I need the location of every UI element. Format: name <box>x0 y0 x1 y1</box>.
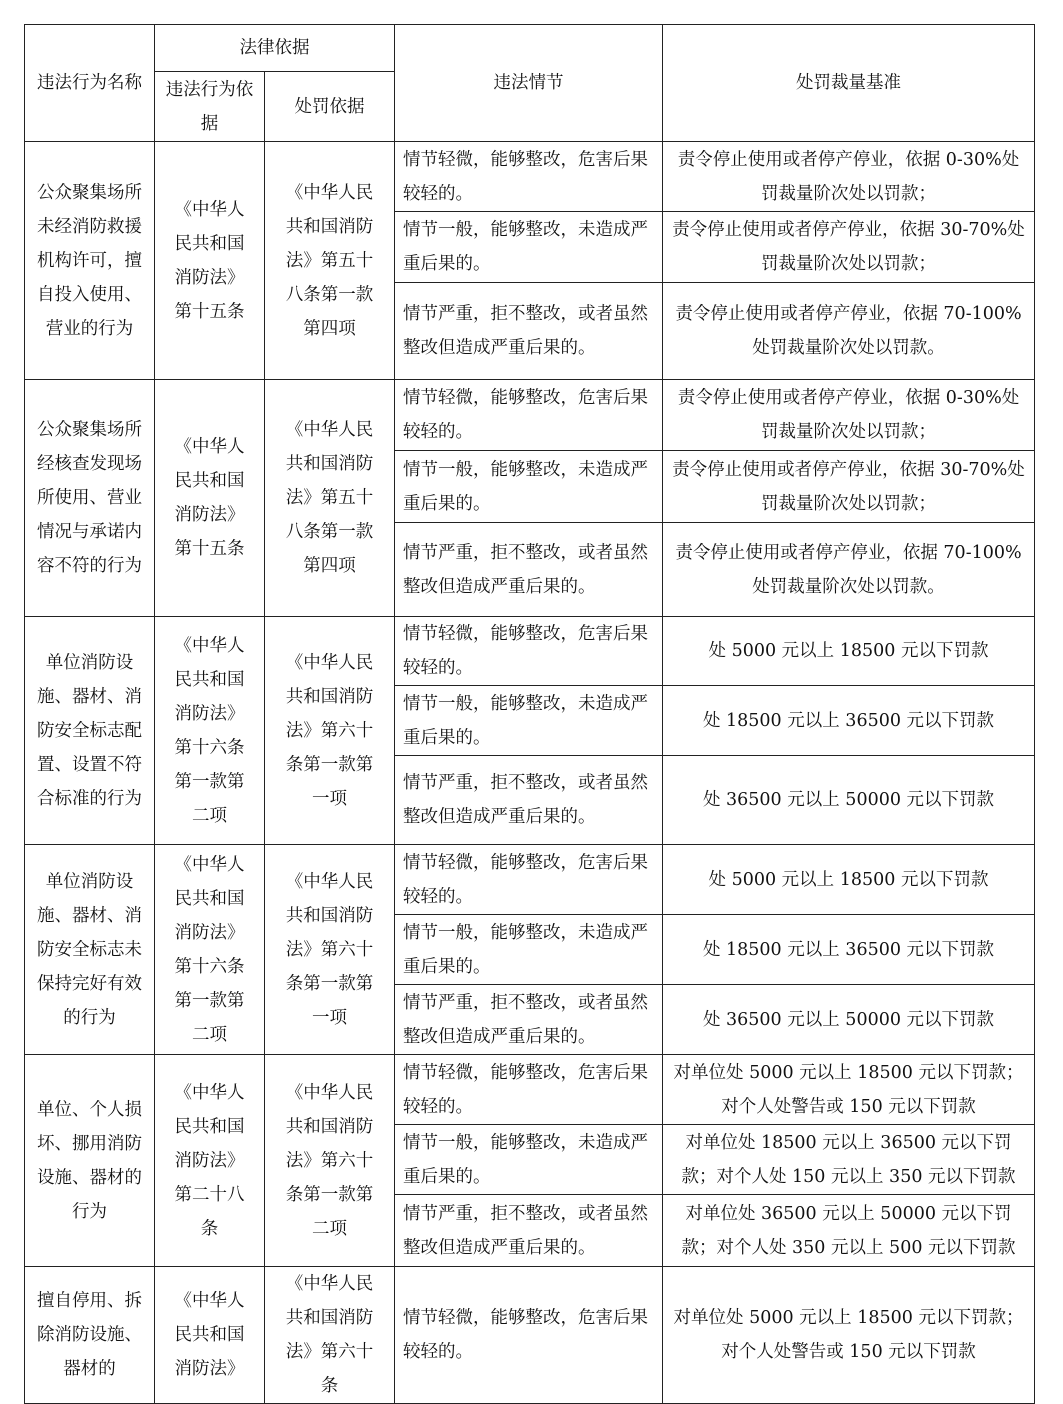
circumstance-cell: 情节一般，能够整改，未造成严重后果的。 <box>395 451 663 523</box>
penalty-basis-cell: 《中华人民共和国消防法》第六十条 <box>265 1267 395 1404</box>
standard-cell: 责令停止使用或者停产停业，依据 30-70%处罚裁量阶次处以罚款； <box>663 212 1035 283</box>
circumstance-cell: 情节轻微，能够整改，危害后果较轻的。 <box>395 845 663 915</box>
standard-cell: 处 5000 元以上 18500 元以下罚款 <box>663 617 1035 686</box>
table-row <box>25 380 1035 451</box>
standard-cell: 责令停止使用或者停产停业，依据 0-30%处罚裁量阶次处以罚款； <box>663 380 1035 451</box>
violation-name-cell: 单位、个人损坏、挪用消防设施、器材的行为 <box>25 1055 155 1267</box>
table-row <box>25 1055 1035 1125</box>
standard-cell: 责令停止使用或者停产停业，依据 30-70%处罚裁量阶次处以罚款； <box>663 451 1035 523</box>
violation-name-cell: 单位消防设施、器材、消防安全标志配置、设置不符合标准的行为 <box>25 617 155 845</box>
header-circumstance: 违法情节 <box>395 25 663 142</box>
header-penalty-basis: 处罚依据 <box>265 72 395 142</box>
standard-cell: 处 18500 元以上 36500 元以下罚款 <box>663 686 1035 756</box>
circumstance-cell: 情节严重，拒不整改，或者虽然整改但造成严重后果的。 <box>395 283 663 380</box>
standard-cell: 对单位处 18500 元以上 36500 元以下罚款；对个人处 150 元以上 350 元以下罚款 <box>663 1125 1035 1195</box>
header-row-1 <box>25 25 1035 72</box>
circumstance-cell: 情节一般，能够整改，未造成严重后果的。 <box>395 686 663 756</box>
violation-basis-cell: 《中华人民共和国消防法》第十六条第一款第二项 <box>155 845 265 1055</box>
violation-name-cell: 公众聚集场所未经消防救援机构许可，擅自投入使用、营业的行为 <box>25 142 155 380</box>
standard-cell: 责令停止使用或者停产停业，依据 0-30%处罚裁量阶次处以罚款； <box>663 142 1035 212</box>
circumstance-cell: 情节严重，拒不整改，或者虽然整改但造成严重后果的。 <box>395 1195 663 1267</box>
penalty-basis-cell: 《中华人民共和国消防法》第六十条第一款第一项 <box>265 845 395 1055</box>
table-row <box>25 142 1035 212</box>
circumstance-cell: 情节轻微，能够整改，危害后果较轻的。 <box>395 1267 663 1404</box>
table-row <box>25 1267 1035 1404</box>
circumstance-cell: 情节一般，能够整改，未造成严重后果的。 <box>395 212 663 283</box>
circumstance-cell: 情节严重，拒不整改，或者虽然整改但造成严重后果的。 <box>395 523 663 617</box>
circumstance-cell: 情节轻微，能够整改，危害后果较轻的。 <box>395 617 663 686</box>
header-legal-basis: 法律依据 <box>155 25 395 72</box>
penalty-standard-table <box>24 24 1035 1404</box>
table-row <box>25 617 1035 686</box>
circumstance-cell: 情节一般，能够整改，未造成严重后果的。 <box>395 1125 663 1195</box>
penalty-basis-cell: 《中华人民共和国消防法》第五十八条第一款第四项 <box>265 380 395 617</box>
header-standard: 处罚裁量基准 <box>663 25 1035 142</box>
standard-cell: 对单位处 36500 元以上 50000 元以下罚款；对个人处 350 元以上 500 元以下罚款 <box>663 1195 1035 1267</box>
standard-cell: 处 36500 元以上 50000 元以下罚款 <box>663 985 1035 1055</box>
violation-basis-cell: 《中华人民共和国消防法》 <box>155 1267 265 1404</box>
circumstance-cell: 情节严重，拒不整改，或者虽然整改但造成严重后果的。 <box>395 756 663 845</box>
circumstance-cell: 情节轻微，能够整改，危害后果较轻的。 <box>395 380 663 451</box>
standard-cell: 责令停止使用或者停产停业，依据 70-100%处罚裁量阶次处以罚款。 <box>663 283 1035 380</box>
violation-basis-cell: 《中华人民共和国消防法》第十五条 <box>155 380 265 617</box>
circumstance-cell: 情节轻微，能够整改，危害后果较轻的。 <box>395 142 663 212</box>
violation-basis-cell: 《中华人民共和国消防法》第十六条第一款第二项 <box>155 617 265 845</box>
standard-cell: 处 18500 元以上 36500 元以下罚款 <box>663 915 1035 985</box>
circumstance-cell: 情节轻微，能够整改，危害后果较轻的。 <box>395 1055 663 1125</box>
circumstance-cell: 情节严重，拒不整改，或者虽然整改但造成严重后果的。 <box>395 985 663 1055</box>
circumstance-cell: 情节一般，能够整改，未造成严重后果的。 <box>395 915 663 985</box>
violation-name-cell: 公众聚集场所经核查发现场所使用、营业情况与承诺内容不符的行为 <box>25 380 155 617</box>
standard-cell: 责令停止使用或者停产停业，依据 70-100%处罚裁量阶次处以罚款。 <box>663 523 1035 617</box>
violation-name-cell: 擅自停用、拆除消防设施、器材的 <box>25 1267 155 1404</box>
violation-basis-cell: 《中华人民共和国消防法》第十五条 <box>155 142 265 380</box>
violation-basis-cell: 《中华人民共和国消防法》第二十八条 <box>155 1055 265 1267</box>
header-name: 违法行为名称 <box>25 25 155 142</box>
violation-name-cell: 单位消防设施、器材、消防安全标志未保持完好有效的行为 <box>25 845 155 1055</box>
standard-cell: 处 36500 元以上 50000 元以下罚款 <box>663 756 1035 845</box>
penalty-basis-cell: 《中华人民共和国消防法》第五十八条第一款第四项 <box>265 142 395 380</box>
standard-cell: 对单位处 5000 元以上 18500 元以下罚款；对个人处警告或 150 元以下罚款 <box>663 1055 1035 1125</box>
penalty-basis-cell: 《中华人民共和国消防法》第六十条第一款第一项 <box>265 617 395 845</box>
header-violation-basis: 违法行为依据 <box>155 72 265 142</box>
standard-cell: 处 5000 元以上 18500 元以下罚款 <box>663 845 1035 915</box>
penalty-basis-cell: 《中华人民共和国消防法》第六十条第一款第二项 <box>265 1055 395 1267</box>
standard-cell: 对单位处 5000 元以上 18500 元以下罚款；对个人处警告或 150 元以下罚款 <box>663 1267 1035 1404</box>
table-row <box>25 845 1035 915</box>
